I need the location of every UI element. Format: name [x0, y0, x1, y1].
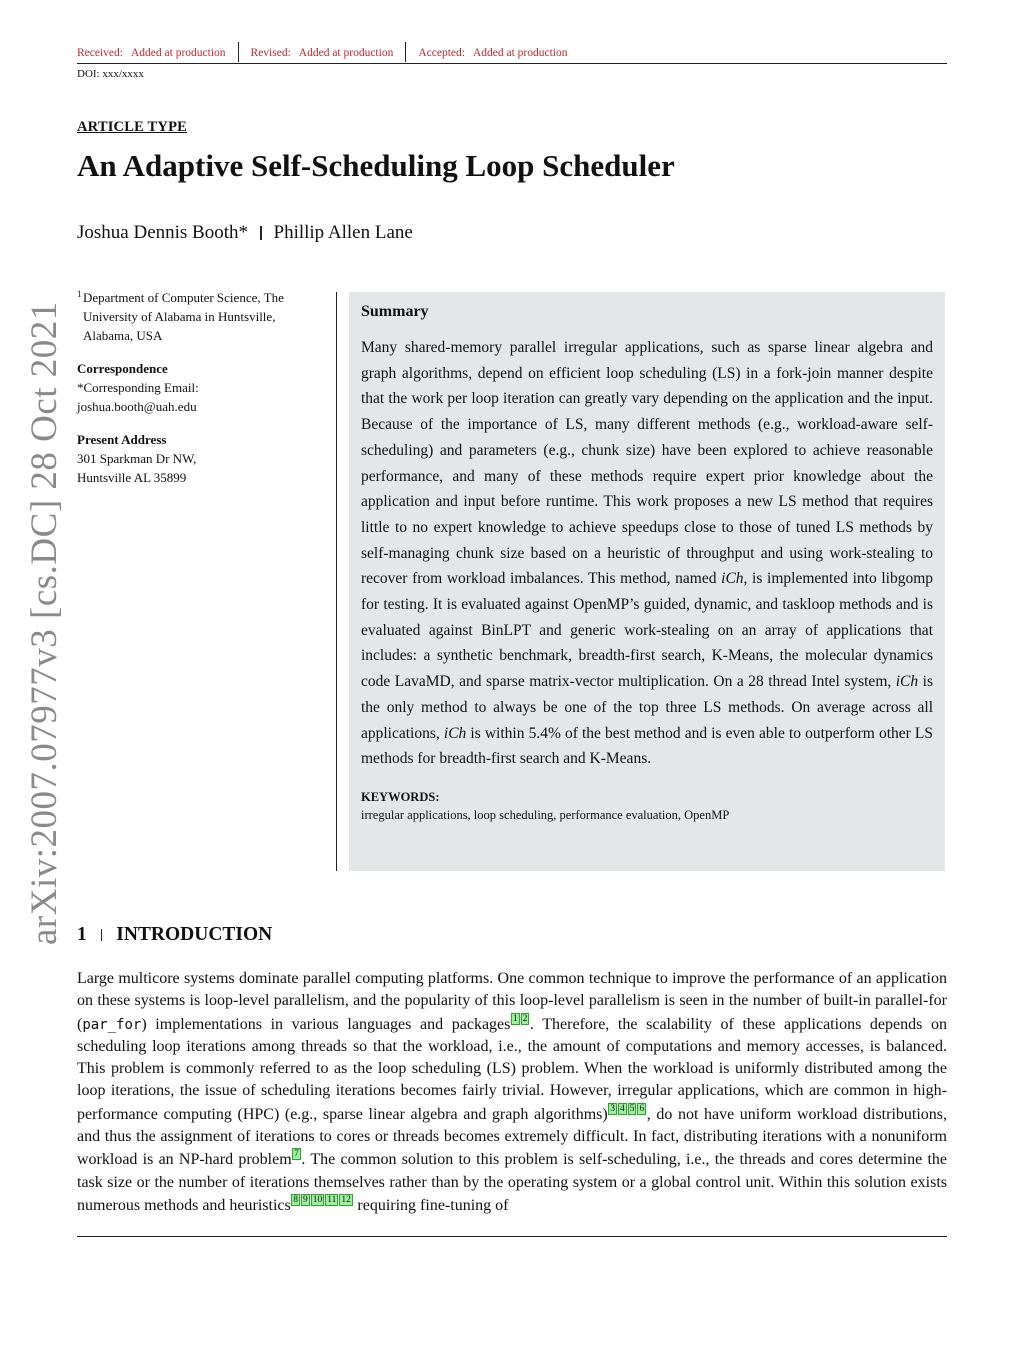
author-divider [260, 226, 262, 240]
received-value: Added at production [130, 47, 226, 59]
revised-label: Revised: [250, 47, 291, 59]
citation-link[interactable]: 7 [294, 1149, 299, 1160]
footer-rule [77, 1236, 947, 1237]
affiliation-line: University of Alabama in Huntsville, [83, 309, 276, 324]
inline-code: par_for [82, 1016, 142, 1033]
affiliation-line: Department of Computer Science, The [83, 290, 284, 305]
affiliation-line: Alabama, USA [83, 328, 163, 343]
citation-link[interactable]: 12 [341, 1194, 351, 1205]
citation-link[interactable]: 2 [522, 1013, 528, 1024]
citation-link[interactable]: 1 [512, 1013, 518, 1024]
present-address-heading: Present Address [77, 432, 167, 447]
doi: DOI: xxx/xxxx [77, 68, 144, 80]
arxiv-identifier-stamp: arXiv:2007.07977v3 [cs.DC] 28 Oct 2021 [24, 301, 65, 945]
citation-link[interactable]: 10 [312, 1194, 323, 1205]
affiliation [77, 288, 322, 345]
article-type: ARTICLE TYPE [77, 119, 187, 135]
keywords-heading: KEYWORDS: [361, 789, 440, 804]
accepted-value: Added at production [472, 47, 568, 59]
citation-link[interactable]: 5 [629, 1103, 635, 1114]
summary-box [349, 292, 945, 871]
method-name: iCh [895, 673, 919, 691]
column-divider [336, 292, 337, 871]
author-list [77, 222, 413, 244]
address-line: Huntsville AL 35899 [77, 470, 187, 485]
header-rule [77, 63, 947, 64]
affiliation-number: 1 [77, 289, 82, 299]
correspondence-line: *Corresponding Email: [77, 380, 199, 395]
method-name: iCh [721, 570, 744, 588]
paper-title: An Adaptive Self-Scheduling Loop Scheduler [77, 148, 675, 183]
summary-text: Many shared-memory parallel irregular applications, such as sparse linear algebra and graph algorithms, depend on efficient loop scheduling (LS) in a fork-join manner despite that the work per loop iteration can greatly vary depending on the application and the input. Because of the importance of LS, many different methods (e.g., workload-aware self-scheduling) and parameters (e.g., chunk size) have been explored to achieve reasonable performance, and many of these methods require expert prior knowledge about the application and input before runtime. This work proposes a new LS method that requires little to no expert knowledge to achieve speedups close to those of tuned LS methods by self-managing chunk size based on a heuristic of throughput and using work-stealing to recover from workload imbalances. This method, named iCh, is implemented into libgomp for testing. It is evaluated against OpenMP’s guided, dynamic, and taskloop methods and is evaluated against BinLPT and generic work-stealing on an array of applications that includes: a synthetic benchmark, breadth-first search, K-Means, the molecular dynamics code LavaMD, and sparse matrix-vector multiplication. On a 28 thread Intel system, iCh is the only method to always be one of the top three LS methods. On average across all applications, iCh is within 5.4% of the best method and is even able to outperform other LS methods for breadth-first search and K-Means. [361, 339, 934, 768]
citation-link[interactable]: 6 [639, 1103, 645, 1114]
section-number: 1 [77, 924, 87, 945]
citation-link[interactable]: 4 [619, 1103, 625, 1114]
accepted-label: Accepted: [418, 47, 465, 59]
date-divider [238, 42, 239, 62]
accepted-date [418, 43, 567, 63]
affiliation-column [77, 288, 322, 487]
introduction-paragraph: Large multicore systems dominate parallel computing platforms. One common technique to improve the performance of an application on these systems is loop-level parallelism, and the popularity of this loop-level parallelism is seen in the number of built-in parallel-for (par_for) implementations in various languages and packages 1 2 . Therefore, the scalability of these applications depends on scheduling loop iterations among threads so that the workload, i.e., the amount of computations and memory accesses, is balanced. This problem is commonly referred to as the loop scheduling (LS) problem. When the workload is uniformly distributed among the loop iterations, the issue of scheduling iterations becomes fairly trivial. However, irregular applications, which are common in high-performance computing (HPC) (e.g., sparse linear algebra and graph algorithms) 3 4 5 6 , do not have uniform workload distributions, and thus the assignment of iterations to cores or threads becomes extremely difficult. In fact, distributing iterations with a nonuniform workload is an NP-hard problem 7 . The common solution to this problem is self-scheduling, i.e., the threads and cores determine the task size or the number of iterations themselves rather than by the operating system or a global control unit. Within this solution exists numerous methods and heuristics 8 9 10 11 12 requiring fine-tuning of [77, 970, 948, 1214]
section-title: INTRODUCTION [116, 924, 273, 945]
revised-date [251, 43, 394, 63]
correspondence-email[interactable]: joshua.booth@uah.edu [77, 399, 197, 414]
publication-dates [77, 43, 568, 63]
keywords: irregular applications, loop scheduling, performance evaluation, OpenMP [361, 807, 730, 822]
citation-link[interactable]: 11 [327, 1194, 337, 1205]
method-name: iCh [443, 724, 467, 742]
author-name: Joshua Dennis Booth* [77, 222, 248, 243]
section-heading [77, 924, 272, 946]
address-line: 301 Sparkman Dr NW, [77, 451, 197, 466]
citation-link[interactable]: 3 [610, 1103, 615, 1114]
date-divider [405, 42, 406, 62]
citation-link[interactable]: 8 [293, 1194, 298, 1205]
summary-heading: Summary [361, 303, 429, 320]
correspondence-heading: Correspondence [77, 361, 168, 376]
section-divider [101, 929, 103, 941]
received-date [77, 43, 226, 63]
author-name: Phillip Allen Lane [273, 222, 413, 243]
revised-value: Added at production [298, 47, 394, 59]
received-label: Received: [77, 47, 123, 59]
citation-link[interactable]: 9 [303, 1194, 308, 1205]
